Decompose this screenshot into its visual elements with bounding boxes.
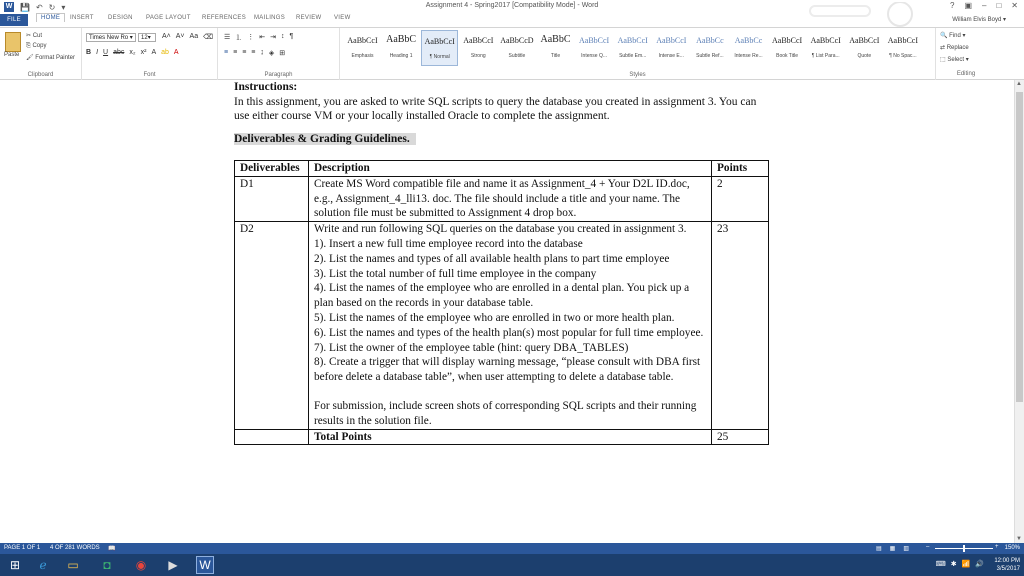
total-points: 25 (712, 429, 769, 445)
style-tile[interactable] (383, 30, 420, 66)
header-points: Points (712, 161, 769, 177)
underline-icon[interactable]: U (103, 49, 109, 56)
style-tile[interactable] (537, 30, 574, 66)
copy-button[interactable] (26, 43, 46, 50)
zoom-level[interactable]: 150% (1004, 545, 1020, 551)
query-item: 5). List the names of the employee who are enrolled in two or more health plan. (313, 311, 675, 324)
style-tile[interactable] (730, 30, 767, 66)
style-tile[interactable] (576, 30, 613, 66)
increase-indent-icon[interactable]: ⇥ (270, 34, 277, 41)
editing-label: Editing (956, 71, 976, 77)
style-tile[interactable] (421, 30, 458, 66)
clipboard-group (0, 28, 82, 80)
read-mode-icon[interactable]: ▤ (876, 546, 882, 552)
style-tile[interactable] (460, 30, 497, 66)
style-tile[interactable] (846, 30, 883, 66)
style-sample: AaBbCcI (424, 37, 455, 46)
minimize-button[interactable]: – (982, 1, 987, 10)
instructions-text: In this assignment, you are asked to write SQL scripts to query the database you created in assignment 3. You can use either course VM or your locally installed Oracle to complete the assignment. (234, 95, 757, 123)
word-app-icon: W (5, 3, 13, 10)
subscript-icon[interactable]: x₂ (129, 49, 136, 56)
format-painter-button[interactable] (26, 54, 75, 61)
style-name: Emphasis (351, 53, 374, 59)
paste-icon[interactable] (5, 32, 21, 52)
header-deliverables: Deliverables (235, 161, 309, 177)
copy-label: Copy (32, 43, 47, 49)
scrollbar-thumb[interactable] (1016, 92, 1023, 402)
style-tile[interactable] (691, 30, 728, 66)
font-label: Font (143, 72, 156, 78)
user-account[interactable]: William Elvis Boyd ▾ (952, 17, 1006, 23)
style-name: ¶ List Para... (811, 53, 840, 59)
scroll-up-icon[interactable]: ▲ (1016, 81, 1022, 87)
word-taskbar-icon[interactable]: W (196, 556, 214, 574)
style-tile[interactable] (807, 30, 844, 66)
highlight-icon[interactable]: ab (161, 49, 169, 56)
deliverable-points: 2 (712, 176, 769, 221)
style-sample: AaBbCcI (771, 36, 803, 45)
clock-time: 12:00 PM (994, 558, 1020, 564)
style-name: Strong (470, 53, 486, 59)
deliverables-heading: Deliverables & Grading Guidelines. (234, 133, 416, 145)
sort-icon[interactable]: ↕ (281, 33, 285, 40)
query-item: 8). Create a trigger that will display warning message, “please consult with DBA first before delete a database table”, when user attempting to delete a database table. (313, 356, 701, 384)
grow-font-icon[interactable]: A˄ (162, 33, 171, 40)
table-header-row (235, 161, 769, 177)
style-name: Intense E... (658, 53, 684, 59)
ribbon-display-button[interactable]: ▣ (964, 1, 972, 10)
style-tile[interactable] (769, 30, 806, 66)
decrease-indent-icon[interactable]: ⇤ (259, 34, 266, 41)
shrink-font-icon[interactable]: A˅ (175, 33, 185, 40)
style-name: Subtle Ref... (696, 53, 724, 59)
maximize-button[interactable]: □ (996, 1, 1002, 10)
style-sample: AaBbCcD (500, 36, 534, 45)
total-label: Total Points (308, 429, 711, 445)
table-row (235, 222, 769, 429)
store-icon[interactable]: ◘ (103, 558, 111, 572)
style-name: Quote (857, 53, 872, 59)
redo-icon[interactable]: ↻ (48, 2, 56, 12)
numbering-icon[interactable]: ⒈ (235, 35, 243, 42)
font-format-row (86, 49, 179, 56)
clock[interactable] (994, 557, 1020, 573)
style-sample: AaBbCcI (656, 36, 687, 45)
tab-view[interactable]: VIEW (334, 15, 351, 21)
multilevel-list-icon[interactable]: ⋮ (247, 34, 255, 41)
style-name: ¶ No Spac... (889, 53, 917, 59)
style-sample: AaBbCcI (347, 36, 378, 45)
window-title: Assignment 4 - Spring2017 [Compatibility Mode] - Word (425, 2, 599, 9)
style-name: Heading 1 (389, 53, 413, 59)
style-sample: AaBbCcI (849, 36, 880, 45)
paragraph-label: Paragraph (264, 72, 293, 78)
instructions-heading: Instructions: (234, 81, 298, 93)
print-layout-icon[interactable]: ▦ (889, 546, 896, 552)
font-color-icon[interactable]: A (173, 49, 179, 56)
undo-icon[interactable]: ↶ (35, 2, 43, 12)
description-intro: Write and run following SQL queries on the database you created in assignment 3. (313, 223, 687, 236)
font-size-select[interactable]: 12▾ (138, 33, 156, 42)
font-name-select[interactable]: Times New Ro ▾ (86, 33, 136, 42)
change-case-icon[interactable]: Aa (189, 33, 199, 40)
tab-mailings[interactable]: MAILINGS (254, 15, 286, 21)
help-button[interactable]: ? (949, 1, 955, 10)
style-name: Book Title (776, 53, 799, 59)
style-sample: AaBbCcI (810, 36, 841, 45)
deliverable-description (308, 222, 711, 429)
find-icon: 🔍 (940, 33, 950, 39)
style-tile[interactable] (498, 30, 535, 66)
file-explorer-icon[interactable]: ▭ (67, 558, 79, 572)
internet-explorer-icon[interactable]: ℯ (39, 558, 47, 572)
table-total-row (235, 429, 769, 445)
network-icon[interactable]: 📶 (961, 561, 971, 568)
style-sample: AaBbCcI (463, 36, 494, 45)
close-button[interactable]: ✕ (1011, 1, 1018, 10)
query-item: 1). Insert a new full time employee record into the database (313, 237, 583, 250)
superscript-icon[interactable]: x² (140, 49, 147, 56)
zoom-slider-knob[interactable] (963, 545, 965, 552)
style-tile[interactable] (614, 30, 651, 66)
ribbon (0, 27, 1024, 80)
tab-file[interactable]: FILE (0, 14, 28, 26)
style-name: Title (550, 53, 561, 59)
bluetooth-icon[interactable]: ✱ (950, 561, 957, 568)
font-group (82, 28, 218, 80)
tab-review[interactable]: REVIEW (296, 15, 322, 21)
styles-label: Styles (629, 72, 646, 78)
query-item: 2). List the names and types of all available health plans to part time employee (313, 252, 670, 265)
header-description: Description (308, 161, 711, 177)
windows-start-icon[interactable]: ⊞ (9, 558, 21, 572)
grading-table (234, 160, 769, 445)
deliverable-id: D2 (235, 222, 309, 429)
style-sample: AaBbCcI (887, 36, 918, 45)
style-sample: AaBbC (386, 34, 417, 45)
show-marks-icon[interactable]: ¶ (289, 33, 294, 40)
font-size-value: 12 (141, 35, 148, 41)
clock-date: 3/5/2017 (996, 566, 1020, 572)
bold-icon[interactable]: B (86, 49, 92, 56)
deliverable-description: Create MS Word compatible file and name it as Assignment_4 + Your D2L ID.doc, e.g., Assignment_4_lli13. doc. The file should include a title and your name. The solution file must be submitted to Assignment 4 drop box. (308, 176, 711, 221)
view-buttons (876, 545, 909, 552)
cut-button[interactable] (26, 32, 42, 39)
tab-insert[interactable]: INSERT (70, 15, 94, 21)
paragraph-row-2 (224, 49, 285, 57)
vertical-scrollbar[interactable] (1014, 80, 1024, 543)
strikethrough-icon[interactable]: abc (113, 49, 125, 56)
keyboard-icon[interactable]: ⌨ (935, 561, 946, 568)
chrome-icon[interactable]: ◉ (135, 558, 147, 572)
paste-button[interactable]: Paste (4, 52, 20, 58)
line-spacing-icon[interactable]: ↨ (260, 49, 264, 56)
clipboard-label: Clipboard (27, 72, 54, 78)
user-name: William Elvis Boyd (952, 17, 1002, 23)
proofing-icon[interactable]: 📖 (108, 546, 116, 552)
query-item: 6). List the names and types of the health plan(s) most popular for full time employee. (313, 326, 704, 339)
tab-design[interactable]: DESIGN (108, 15, 133, 21)
system-tray (936, 560, 984, 568)
zoom-out-icon[interactable]: – (926, 544, 930, 550)
font-name-value: Times New Ro (89, 35, 129, 41)
style-sample: AaBbC (540, 34, 571, 45)
media-icon[interactable]: ▶ (168, 558, 178, 572)
style-sample: AaBbCcI (617, 36, 648, 45)
shading-icon[interactable]: ◈ (268, 50, 275, 57)
scissors-icon: ✂ (26, 33, 33, 39)
style-sample: AaBbCc (696, 36, 724, 45)
scroll-down-icon[interactable]: ▼ (1016, 536, 1022, 542)
customize-qat-icon[interactable]: ▾ (61, 2, 66, 12)
find-label: Find (949, 33, 961, 39)
cut-label: Cut (32, 33, 43, 39)
style-sample: AaBbCcI (578, 36, 610, 45)
deliverable-id: D1 (235, 176, 309, 221)
style-name: Subtle Em... (619, 53, 647, 59)
volume-icon[interactable]: 🔊 (975, 561, 984, 568)
brush-icon: 🖌 (26, 55, 36, 61)
replace-button[interactable] (940, 44, 969, 51)
paragraph-group (218, 28, 340, 80)
status-bar (0, 543, 1024, 554)
ribbon-tabs (0, 14, 1024, 27)
select-button[interactable]: ⬚ Select ▾ (940, 57, 969, 63)
select-icon: ⬚ (940, 57, 948, 63)
tab-references[interactable]: REFERENCES (202, 15, 247, 21)
borders-icon[interactable]: ⊞ (279, 50, 286, 57)
query-item: 3). List the total number of full time employee in the company (313, 267, 597, 280)
table-row (235, 176, 769, 221)
replace-icon: ⇄ (940, 45, 947, 51)
style-tile[interactable] (884, 30, 921, 66)
bullets-icon[interactable]: ☰ (224, 34, 231, 41)
style-tile[interactable] (344, 30, 381, 66)
window-controls (950, 1, 1018, 10)
format-painter-label: Format Painter (35, 55, 75, 61)
align-right-icon[interactable]: ≡ (242, 49, 247, 56)
query-item: 4). List the names of the employee who are enrolled in a dental plan. You pick up a plan based on the records in your database table. (313, 282, 690, 310)
copy-icon: ⎘ (26, 43, 33, 49)
justify-icon[interactable]: ≡ (251, 49, 256, 56)
align-center-icon[interactable]: ≡ (233, 49, 238, 56)
tab-page-layout[interactable]: PAGE LAYOUT (146, 15, 191, 21)
clear-format-icon[interactable]: ⌫ (203, 34, 213, 41)
web-layout-icon[interactable]: ▥ (903, 546, 910, 552)
tab-home[interactable]: HOME (36, 13, 65, 22)
style-sample: AaBbCc (734, 36, 763, 45)
deliverable-points: 23 (712, 222, 769, 429)
page-indicator[interactable]: PAGE 1 OF 1 (4, 545, 41, 551)
styles-group (340, 28, 936, 80)
title-bar (0, 0, 1024, 14)
word-count[interactable]: 4 OF 281 WORDS (50, 545, 100, 551)
style-name: ¶ Normal (429, 54, 450, 60)
font-size-controls (162, 33, 213, 41)
query-item: 7). List the owner of the employee table (hint: query DBA_TABLES) (313, 341, 629, 354)
taskbar (0, 554, 1024, 576)
replace-label: Replace (946, 45, 969, 51)
style-name: Intense Q... (581, 53, 608, 59)
find-button[interactable]: 🔍 Find ▾ (940, 33, 966, 39)
italic-icon[interactable]: I (96, 49, 99, 56)
save-icon[interactable]: 💾 (20, 2, 30, 12)
style-name: Intense Re... (734, 53, 763, 59)
style-name: Subtitle (508, 53, 526, 59)
style-tile[interactable] (653, 30, 690, 66)
align-left-icon[interactable]: ≡ (224, 49, 229, 56)
total-empty-cell (235, 429, 309, 445)
text-effects-icon[interactable]: A (151, 49, 157, 56)
select-label: Select (947, 57, 965, 63)
document-body[interactable] (234, 80, 774, 146)
paragraph-row-1 (224, 33, 293, 43)
submission-note: For submission, include screen shots of corresponding SQL scripts and their running results in the solution file. (313, 399, 697, 427)
zoom-in-icon[interactable]: + (995, 544, 999, 550)
